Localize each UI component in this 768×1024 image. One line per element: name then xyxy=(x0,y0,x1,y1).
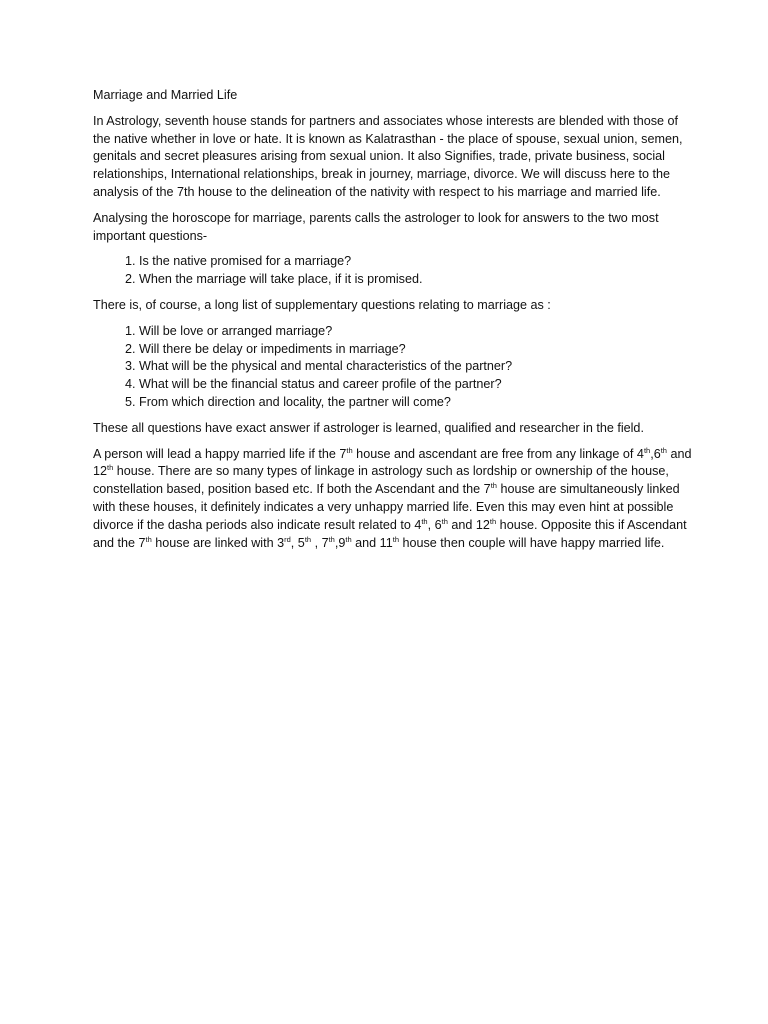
text-run: house then couple will have happy married life. xyxy=(399,535,665,550)
ordinal-suffix: th xyxy=(304,534,312,544)
text-run: house. There are so many types of linkage in astrology such as lordship or ownership of the house, constellation based, position based etc. If both the Ascendant and the 7 xyxy=(93,464,669,497)
list-item: 3. What will be the physical and mental characteristics of the partner? xyxy=(139,358,693,376)
list-item: 4. What will be the financial status and career profile of the partner? xyxy=(139,376,693,394)
document-page xyxy=(93,87,693,560)
ordinal-suffix: th xyxy=(441,516,448,526)
supplementary-questions-list xyxy=(93,323,693,412)
ordinal-suffix: th xyxy=(392,534,399,544)
ordinal-suffix: th xyxy=(490,480,497,490)
ordinal-suffix: th xyxy=(660,445,667,455)
text-run: house. Opposite this if Ascendant and the 7 xyxy=(93,517,687,550)
text-run: house and ascendant are free from any linkage of 4 xyxy=(352,446,644,461)
ordinal-suffix: rd xyxy=(284,534,291,544)
ordinal-suffix: th xyxy=(107,463,114,473)
primary-questions-list xyxy=(93,253,693,289)
text-run: and 12 xyxy=(93,446,692,479)
text-run: ,9 xyxy=(334,535,346,550)
text-run: and 12 xyxy=(447,517,490,532)
married-life-paragraph xyxy=(93,446,693,553)
ordinal-suffix: th xyxy=(346,445,353,455)
list-item: 5. From which direction and locality, the partner will come? xyxy=(139,394,693,412)
answers-note-paragraph: These all questions have exact answer if astrologer is learned, qualified and researcher in the field. xyxy=(93,420,644,435)
ordinal-suffix: th xyxy=(345,534,352,544)
text-run: house are linked with 3 xyxy=(151,535,285,550)
text-run: ,6 xyxy=(650,446,661,461)
supplementary-intro-paragraph: There is, of course, a long list of supplementary questions relating to marriage as : xyxy=(93,297,551,312)
text-run: , 6 xyxy=(427,517,442,532)
list-item: 2. When the marriage will take place, if it is promised. xyxy=(139,271,693,289)
text-run: house are simultaneously linked with these houses, it definitely indicates a very unhappy married life. Even this may even hint at possible divorce if the dasha periods also indicate result related to 4 xyxy=(93,482,680,532)
list-item: 2. Will there be delay or impediments in marriage? xyxy=(139,341,693,359)
ordinal-suffix: th xyxy=(421,516,428,526)
ordinal-suffix: th xyxy=(643,445,651,455)
text-run: , 7 xyxy=(311,535,329,550)
ordinal-suffix: th xyxy=(328,534,335,544)
intro-paragraph: In Astrology, seventh house stands for partners and associates whose interests are blended with those of the native whether in love or hate. It is known as Kalatrasthan - the place of spouse, sexual union, semen, genitals and secret pleasures arising from sexual union. It also Signifies, trade, private business, social relationships, International relationships, break in journey, marriage, divorce. We will discuss here to the analysis of the 7th house to the delineation of the nativity with respect to his marriage and married life. xyxy=(93,113,683,199)
ordinal-suffix: th xyxy=(489,516,497,526)
list-item: 1. Is the native promised for a marriage? xyxy=(139,253,693,271)
text-run: and 11 xyxy=(351,535,393,550)
list-item: 1. Will be love or arranged marriage? xyxy=(139,323,693,341)
analysing-paragraph: Analysing the horoscope for marriage, parents calls the astrologer to look for answers to the two most important questions- xyxy=(93,210,659,243)
text-run: A person will lead a happy married life if the 7 xyxy=(93,446,347,461)
ordinal-suffix: th xyxy=(145,534,152,544)
text-run: , 5 xyxy=(290,535,305,550)
document-title: Marriage and Married Life xyxy=(93,88,238,102)
